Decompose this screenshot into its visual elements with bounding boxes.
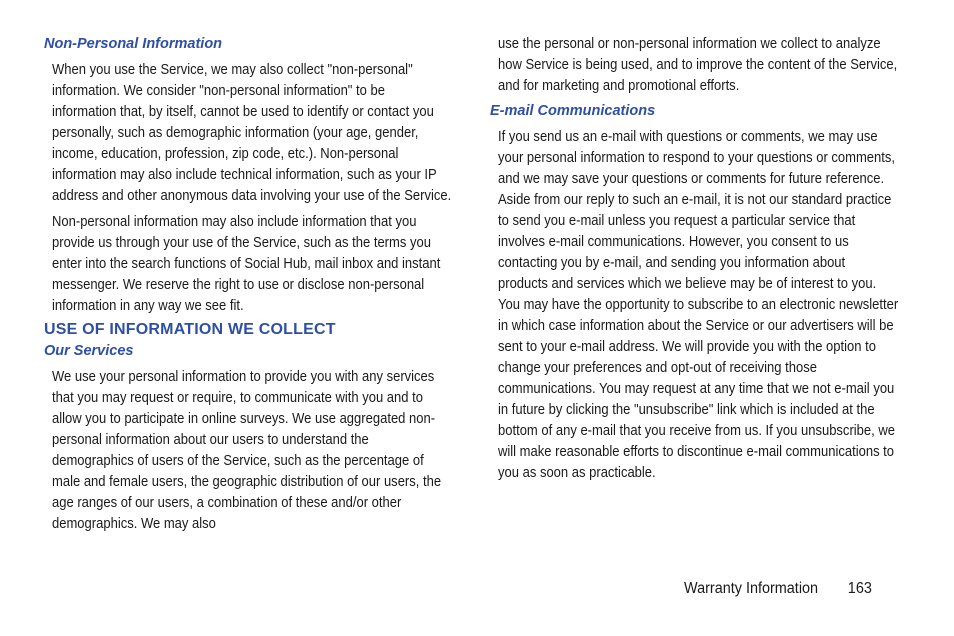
heading-use-of-information: USE OF INFORMATION WE COLLECT [44, 321, 336, 338]
right-column [490, 34, 900, 484]
footer-section-title: Warranty Information [684, 580, 819, 597]
paragraph-non-personal-2: Non-personal information may also include information that you provide us through your use of the Service, such as the terms you enter into the search functions of Social Hub, mail inbox and instant messenger. We reserve the right to use or disclose non-personal information in any way we see fit. [52, 214, 441, 314]
paragraph-our-services: We use your personal information to provide you with any services that you may request or require, to communicate with you and to allow you to participate in online surveys. We use aggregated non-personal information about our users to understand the demographics of users of the Service, such as the percentage of male and female users, the geographic distribution of our users, the age ranges of our users, a combination of these and/or other demographics. We may also [52, 369, 442, 532]
page-footer [684, 578, 872, 600]
heading-email-communications: E-mail Communications [490, 103, 656, 119]
heading-non-personal-information: Non-Personal Information [44, 36, 223, 52]
paragraph-non-personal-1: When you use the Service, we may also collect "non-personal" information. We consider "non-personal information" to be information that, by itself, cannot be used to identify or contact you personally, such as demographic information (your age, gender, income, education, profession, zip code, etc.). Non-personal information may also include technical information, such as your IP address and other anonymous data involving your use of the Service. [52, 62, 452, 204]
heading-our-services: Our Services [44, 343, 134, 359]
page-number: 163 [847, 580, 872, 597]
paragraph-continued: use the personal or non-personal information we collect to analyze how Service is being used, and to improve the content of the Service, and for marketing and promotional efforts. [498, 36, 898, 94]
paragraph-email-communications: If you send us an e-mail with questions or comments, we may use your personal information to respond to your questions or comments, and we may save your questions or comments for future reference. Aside from our reply to such an e-mail, it is not our standard practice to send you e-mail unless you request a particular service that involves e-mail communications. However, you consent to us contacting you by e-mail, and sending you information about products and services which we believe may be of interest to you. You may have the opportunity to subscribe to an electronic newsletter in which case information about the Service or our advertisers will be sent to your e-mail address. We will provide you with the option to change your preferences and opt-out of receiving those communications. You may request at any time that we not e-mail you in future by clicking the "unsubscribe" link which is included at the bottom of any e-mail that you receive from us. If you unsubscribe, we will make reasonable efforts to discontinue e-mail communications to you as soon as practicable. [498, 129, 899, 481]
left-column [44, 34, 454, 535]
